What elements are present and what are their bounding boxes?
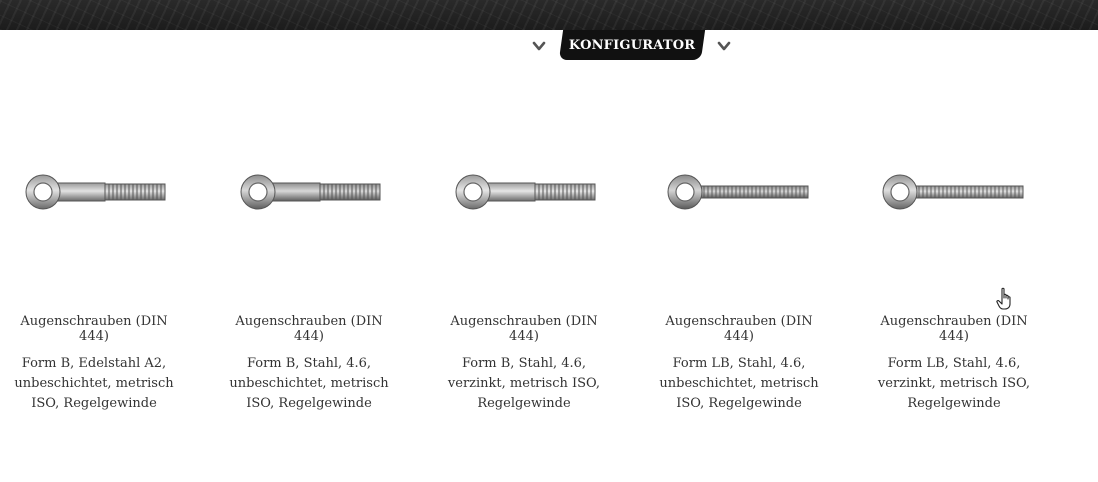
chevron-down-icon[interactable] (532, 39, 546, 53)
product-title[interactable]: Augenschrauben (DIN 444) (450, 314, 598, 344)
configurator-tab[interactable] (559, 30, 705, 60)
product-description: Form LB, Stahl, 4.6, unbeschichtet, metrisch ISO, Regelgewinde (659, 356, 819, 411)
product-description: Form B, Stahl, 4.6, unbeschichtet, metrisch ISO, Regelgewinde (229, 356, 389, 411)
configurator-label: KONFIGURATOR (568, 37, 696, 53)
hand-cursor-icon (995, 287, 1015, 311)
product-description: Form B, Stahl, 4.6, verzinkt, metrisch ISO, Regelgewinde (447, 356, 601, 411)
eye-bolt-image[interactable] (664, 162, 814, 222)
configurator-bar (530, 30, 740, 62)
product-description: Form B, Edelstahl A2, unbeschichtet, metrisch ISO, Regelgewinde (14, 356, 174, 411)
top-banner (0, 0, 1098, 30)
eye-bolt-image[interactable] (879, 162, 1029, 222)
eye-bolt-image[interactable] (234, 162, 384, 222)
product-title[interactable]: Augenschrauben (DIN 444) (665, 314, 813, 344)
eye-bolt-image[interactable] (19, 162, 169, 222)
eye-bolt-image[interactable] (449, 162, 599, 222)
chevron-down-icon[interactable] (717, 39, 731, 53)
product-title[interactable]: Augenschrauben (DIN 444) (880, 314, 1028, 344)
product-description: Form LB, Stahl, 4.6, verzinkt, metrisch ISO, Regelgewinde (877, 356, 1031, 411)
product-title[interactable]: Augenschrauben (DIN 444) (235, 314, 383, 344)
product-title[interactable]: Augenschrauben (DIN 444) (20, 314, 168, 344)
